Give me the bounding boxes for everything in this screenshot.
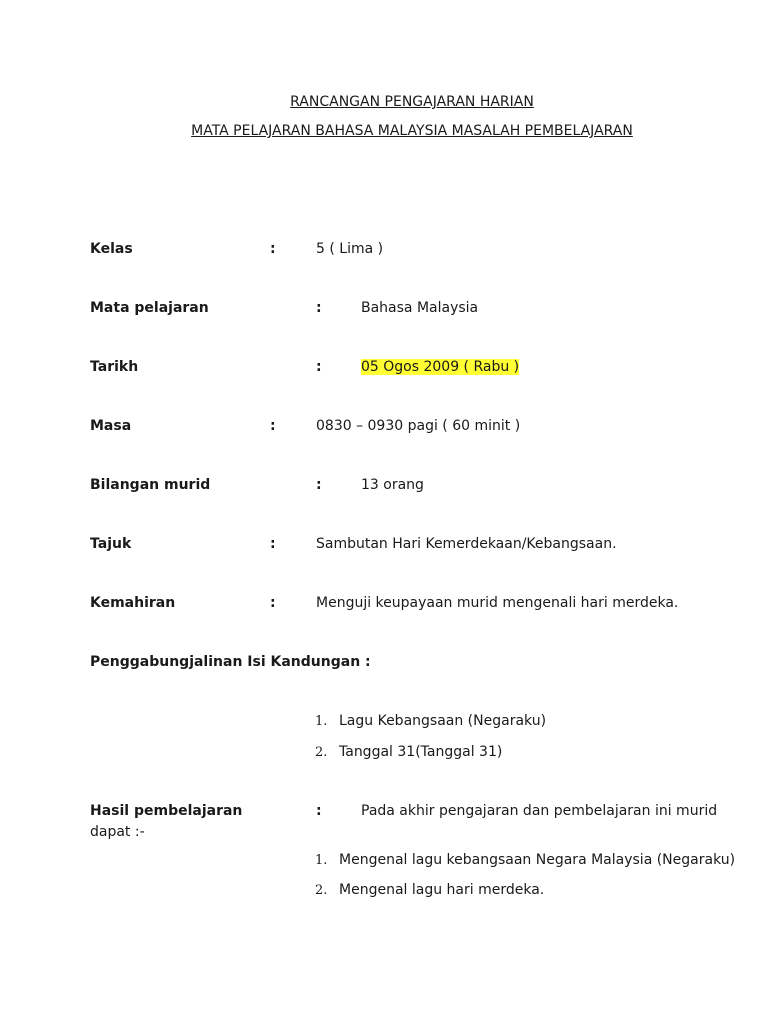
field-colon-bilangan-murid: : — [316, 477, 322, 493]
field-value-hasil-continuation: dapat :- — [90, 824, 145, 840]
field-colon-hasil-pembelajaran: : — [316, 803, 322, 819]
field-colon-kelas: : — [270, 241, 276, 257]
document-title: RANCANGAN PENGAJARAN HARIAN — [290, 94, 534, 110]
field-colon-kemahiran: : — [270, 595, 276, 611]
list-item-number: 2. — [315, 883, 328, 898]
document-subtitle: MATA PELAJARAN BAHASA MALAYSIA MASALAH PEMBELAJARAN — [191, 123, 633, 139]
field-value-tarikh: 05 Ogos 2009 ( Rabu ) — [361, 359, 520, 375]
field-value-mata-pelajaran: Bahasa Malaysia — [361, 300, 479, 316]
field-colon-masa: : — [270, 418, 276, 434]
list-item-text: Mengenal lagu hari merdeka. — [339, 882, 545, 898]
list-item-text: Tanggal 31(Tanggal 31) — [339, 744, 503, 760]
field-label-kemahiran: Kemahiran — [90, 595, 176, 611]
field-value-tajuk: Sambutan Hari Kemerdekaan/Kebangsaan. — [316, 536, 617, 552]
field-label-masa: Masa — [90, 418, 132, 434]
field-label-mata-pelajaran: Mata pelajaran — [90, 300, 209, 316]
list-item-text: Lagu Kebangsaan (Negaraku) — [339, 713, 547, 729]
field-label-tajuk: Tajuk — [90, 536, 132, 552]
field-label-kelas: Kelas — [90, 241, 133, 257]
field-colon-mata-pelajaran: : — [316, 300, 322, 316]
list-item-text: Mengenal lagu kebangsaan Negara Malaysia (Negaraku) — [339, 852, 736, 868]
field-colon-tarikh: : — [316, 359, 322, 375]
field-label-bilangan-murid: Bilangan murid — [90, 477, 211, 493]
field-colon-tajuk: : — [270, 536, 276, 552]
field-value-bilangan-murid: 13 orang — [361, 477, 424, 493]
field-label-hasil-pembelajaran: Hasil pembelajaran — [90, 803, 243, 819]
list-item-number: 1. — [315, 853, 328, 868]
field-value-kemahiran: Menguji keupayaan murid mengenali hari merdeka. — [316, 595, 679, 611]
list-item-number: 2. — [315, 745, 328, 760]
field-value-kelas: 5 ( Lima ) — [316, 241, 384, 257]
section-heading-penggabungjalinan: Penggabungjalinan Isi Kandungan : — [90, 654, 371, 670]
field-label-tarikh: Tarikh — [90, 359, 139, 375]
field-value-hasil-intro: Pada akhir pengajaran dan pembelajaran ini murid — [361, 803, 718, 819]
field-value-masa: 0830 – 0930 pagi ( 60 minit ) — [316, 418, 521, 434]
list-item-number: 1. — [315, 714, 328, 729]
